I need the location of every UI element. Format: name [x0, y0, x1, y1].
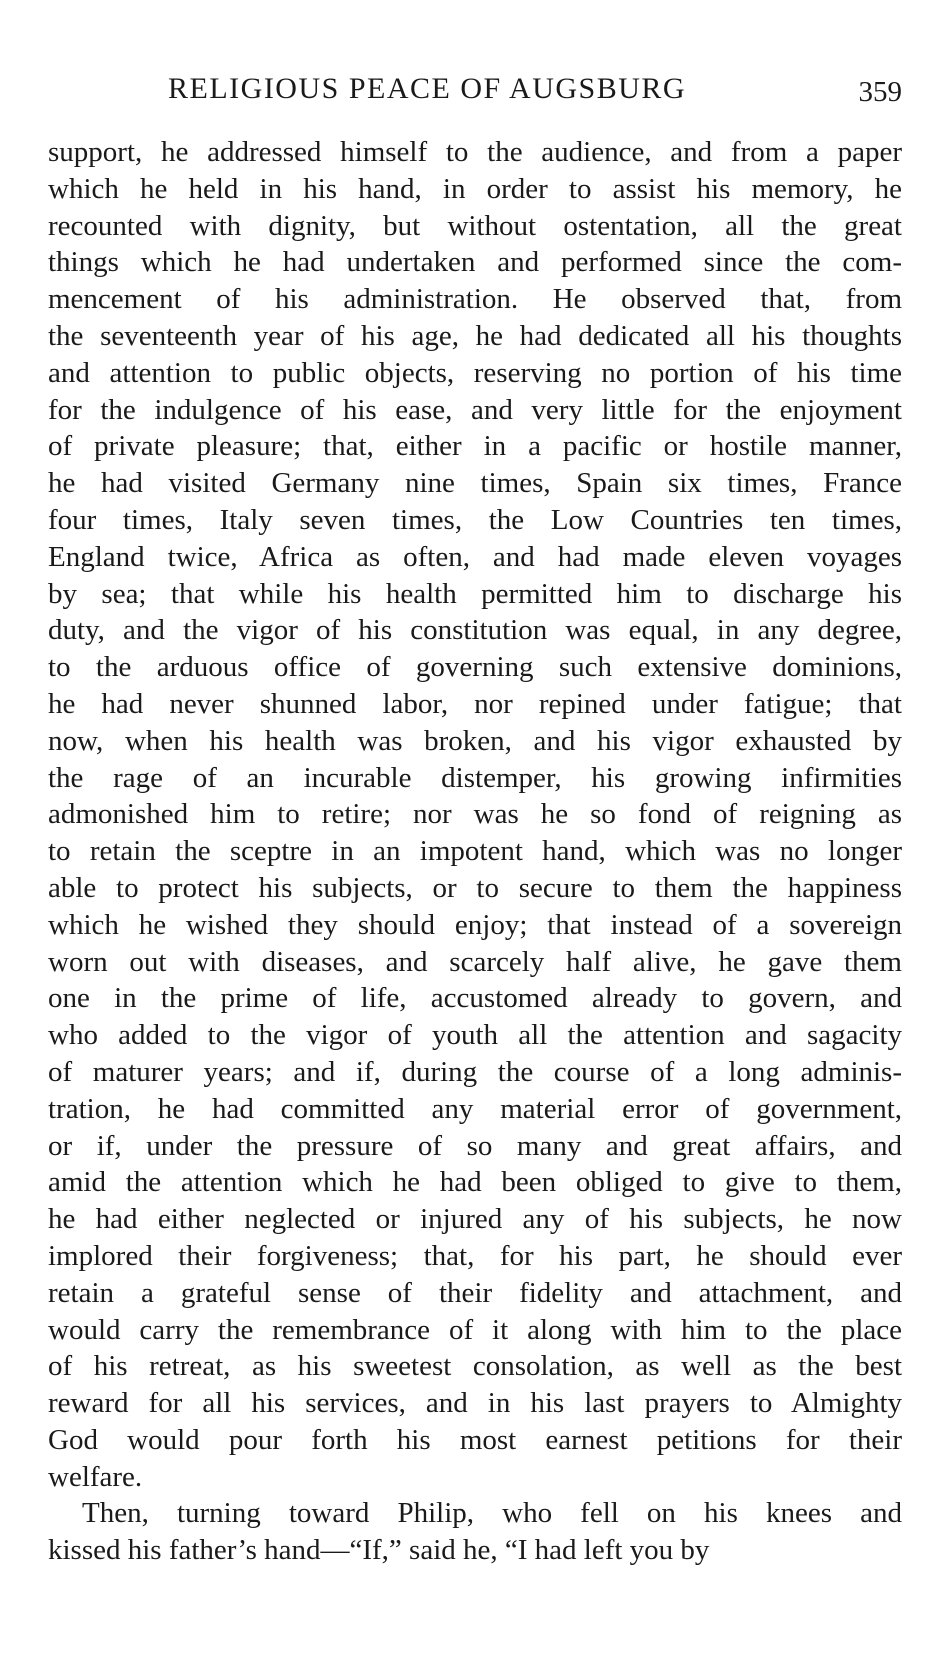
text-line: which he wished they should enjoy; that instead of a sovereign: [48, 908, 902, 941]
text-line: recounted with dignity, but without ostentation, all the great: [48, 209, 902, 242]
page-number: 359: [858, 76, 902, 108]
text-line: able to protect his subjects, or to secure to them the happiness: [48, 871, 902, 904]
text-line: four times, Italy seven times, the Low Countries ten times,: [48, 503, 902, 536]
text-line: for the indulgence of his ease, and very little for the enjoyment: [48, 393, 902, 426]
text-line: welfare.: [48, 1460, 143, 1493]
text-line: amid the attention which he had been obliged to give to them,: [48, 1166, 902, 1199]
text-line: he had either neglected or injured any of his subjects, he now: [48, 1203, 902, 1236]
text-line: to the arduous office of governing such extensive dominions,: [48, 651, 902, 684]
text-line: one in the prime of life, accustomed already to govern, and: [48, 982, 902, 1015]
text-line: mencement of his administration. He observed that, from: [48, 283, 902, 316]
text-line: duty, and the vigor of his constitution was equal, in any degree,: [48, 614, 902, 647]
text-line: he had never shunned labor, nor repined under fatigue; that: [48, 687, 902, 720]
text-line: the rage of an incurable distemper, his growing infirmities: [48, 761, 902, 794]
paragraph-1: [48, 134, 902, 1495]
text-line: support, he addressed himself to the audience, and from a paper: [48, 136, 902, 168]
text-line: would carry the remembrance of it along with him to the place: [48, 1313, 902, 1346]
text-line: implored their forgiveness; that, for his part, he should ever: [48, 1239, 902, 1272]
text-line: retain a grateful sense of their fidelity and attachment, and: [48, 1276, 902, 1309]
text-line: of private pleasure; that, either in a pacific or hostile manner,: [48, 430, 902, 463]
text-line: things which he had undertaken and performed since the com-: [48, 246, 902, 279]
text-line: worn out with diseases, and scarcely half alive, he gave them: [48, 945, 902, 978]
text-line: reward for all his services, and in his last prayers to Almighty: [48, 1387, 902, 1420]
paragraph-2: [48, 1495, 902, 1569]
text-line: by sea; that while his health permitted him to discharge his: [48, 577, 902, 610]
text-line: God would pour forth his most earnest petitions for their: [48, 1423, 902, 1456]
text-line: admonished him to retire; nor was he so fond of reigning as: [48, 798, 902, 831]
text-line: who added to the vigor of youth all the attention and sagacity: [48, 1019, 902, 1052]
text-line: England twice, Africa as often, and had made eleven voyages: [48, 540, 902, 573]
text-line: he had visited Germany nine times, Spain six times, France: [48, 467, 902, 500]
text-line: and attention to public objects, reserving no portion of his time: [48, 356, 902, 389]
text-line: which he held in his hand, in order to assist his memory, he: [48, 172, 902, 205]
text-line: of maturer years; and if, during the course of a long adminis-: [48, 1055, 902, 1088]
text-line: or if, under the pressure of so many and great affairs, and: [48, 1129, 902, 1162]
running-head: [48, 72, 902, 112]
text-line: the seventeenth year of his age, he had dedicated all his thoughts: [48, 319, 902, 352]
text-line: kissed his father’s hand—“If,” said he, “I had left you by: [48, 1534, 710, 1567]
text-line: tration, he had committed any material error of government,: [48, 1092, 902, 1125]
text-line: to retain the sceptre in an impotent hand, which was no longer: [48, 835, 902, 868]
body-text: [48, 134, 902, 1569]
text-line: now, when his health was broken, and his vigor exhausted by: [48, 724, 902, 757]
running-title: RELIGIOUS PEACE OF AUGSBURG: [168, 72, 687, 105]
text-line: of his retreat, as his sweetest consolation, as well as the best: [48, 1350, 902, 1383]
text-line: Then, turning toward Philip, who fell on his knees and: [82, 1497, 902, 1530]
